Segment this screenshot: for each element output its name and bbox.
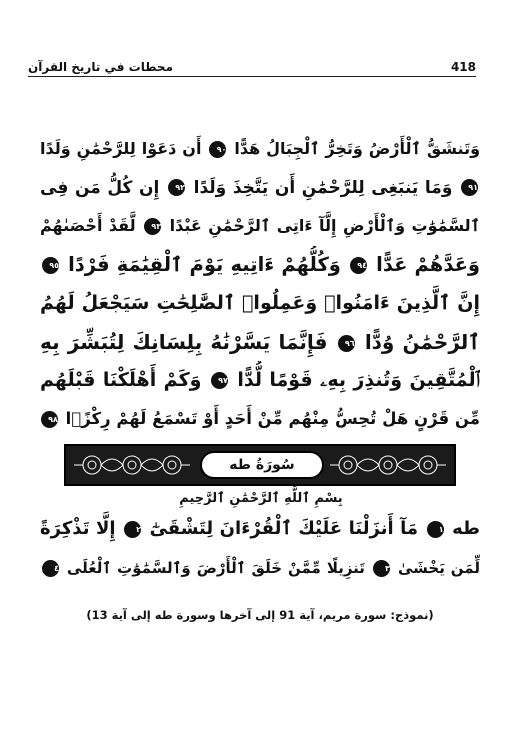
verse-text: ٱلرَّحْمَٰنُ وُدًّا (364, 329, 480, 354)
verse-text: وَمَا يَنبَغِى لِلرَّحْمَٰنِ أَن يَتَّخِذَ وَلَدًا (193, 177, 453, 198)
verse-line (40, 207, 480, 246)
verse-line (40, 130, 480, 169)
ayah-marker: ٩٦ (338, 335, 355, 352)
ayah-marker: ٩٤ (350, 257, 367, 274)
verse-line (40, 510, 480, 549)
running-title: محطات في تاريخ القرآن (28, 60, 174, 74)
verse-text: وَكُلُّهُمْ ءَاتِيهِ يَوْمَ ٱلْقِيَٰمَةِ فَرْدًا (68, 252, 341, 276)
verse-text: وَعَدَّهُمْ عَدًّا (376, 252, 480, 276)
verse-text: فَإِنَّمَا يَسَّرْنَٰهُ بِلِسَانِكَ لِتُبَشِّرَ بِهِ (40, 329, 328, 354)
ayah-marker: ٩٠ (209, 141, 226, 158)
verse-line (40, 246, 480, 285)
verse-text: ٱلسَّمَٰوَٰتِ وَٱلْأَرْضِ إِلَّآ ءَاتِى ٱلرَّحْمَٰنِ عَبْدًا (169, 216, 480, 235)
verse-text: أَن دَعَوْا لِلرَّحْمَٰنِ وَلَدًا (40, 139, 202, 158)
maryam-text (40, 130, 480, 438)
header-rule (28, 76, 476, 77)
taha-text (40, 510, 480, 587)
verse-text: وَكَمْ أَهْلَكْنَا قَبْلَهُم (40, 369, 202, 391)
verse-text: إِلَّا تَذْكِرَةً (40, 518, 116, 539)
surah-title: سُورَةُ طه (200, 451, 324, 479)
surah-banner (64, 444, 456, 486)
verse-text: لَّقَدْ أَحْصَىٰهُمْ (40, 216, 136, 235)
page-number: 418 (450, 60, 476, 74)
verse-text: ٱلْمُتَّقِينَ وَتُنذِرَ بِهِۦ قَوْمًا لُّدًّا (237, 369, 480, 391)
ayah-marker: ٩٢ (168, 179, 185, 196)
verse-text: تَنزِيلًا مِّمَّنْ خَلَقَ ٱلْأَرْضَ وَٱلسَّمَٰوَٰتِ ٱلْعُلَى (67, 558, 365, 577)
ayah-marker: ١ (427, 521, 444, 538)
figure-caption: (نموذج: سورة مريم، آية 91 إلى آخرها وسورة طه إلى آية 13) (86, 608, 434, 622)
verse-text: طه (452, 518, 480, 539)
floral-ornament-icon (72, 450, 192, 480)
verse-text: إِنَّ ٱلَّذِينَ ءَامَنُوا۟ وَعَمِلُوا۟ ٱلصَّٰلِحَٰتِ سَيَجْعَلُ لَهُمُ (40, 292, 480, 314)
verse-line (40, 323, 480, 362)
verse-text: إِن كُلُّ مَن فِى (40, 177, 160, 198)
verse-line (40, 284, 480, 323)
verse-line (40, 169, 480, 208)
verse-text: مَآ أَنزَلْنَا عَلَيْكَ ٱلْقُرْءَانَ لِتَشْقَىٰٓ (149, 518, 419, 539)
verse-line (40, 400, 480, 439)
running-header (28, 50, 476, 74)
verse-line (40, 361, 480, 400)
ayah-marker: ٩٥ (42, 257, 59, 274)
ayah-marker: ٩٨ (41, 411, 58, 428)
verse-text: لِّمَن يَخْشَىٰ (397, 558, 480, 577)
ayah-marker: ٩٧ (211, 372, 228, 389)
ayah-marker: ٩١ (461, 179, 478, 196)
floral-ornament-icon (328, 450, 448, 480)
ayah-marker: ٣ (373, 560, 390, 577)
ayah-marker: ٩٣ (144, 218, 161, 235)
ayah-marker: ٤ (42, 560, 59, 577)
verse-text: مِّن قَرْنٍ هَلْ تُحِسُّ مِنْهُم مِّنْ أَحَدٍ أَوْ تَسْمَعُ لَهُمْ رِكْزًۢا (65, 408, 480, 428)
verse-text: وَتَنشَقُّ ٱلْأَرْضُ وَتَخِرُّ ٱلْجِبَالُ هَدًّا (234, 139, 480, 158)
verse-line (40, 549, 480, 588)
ayah-marker: ٢ (124, 521, 141, 538)
basmala: بِسْمِ ٱللَّهِ ٱلرَّحْمَٰنِ ٱلرَّحِيمِ (179, 491, 343, 506)
